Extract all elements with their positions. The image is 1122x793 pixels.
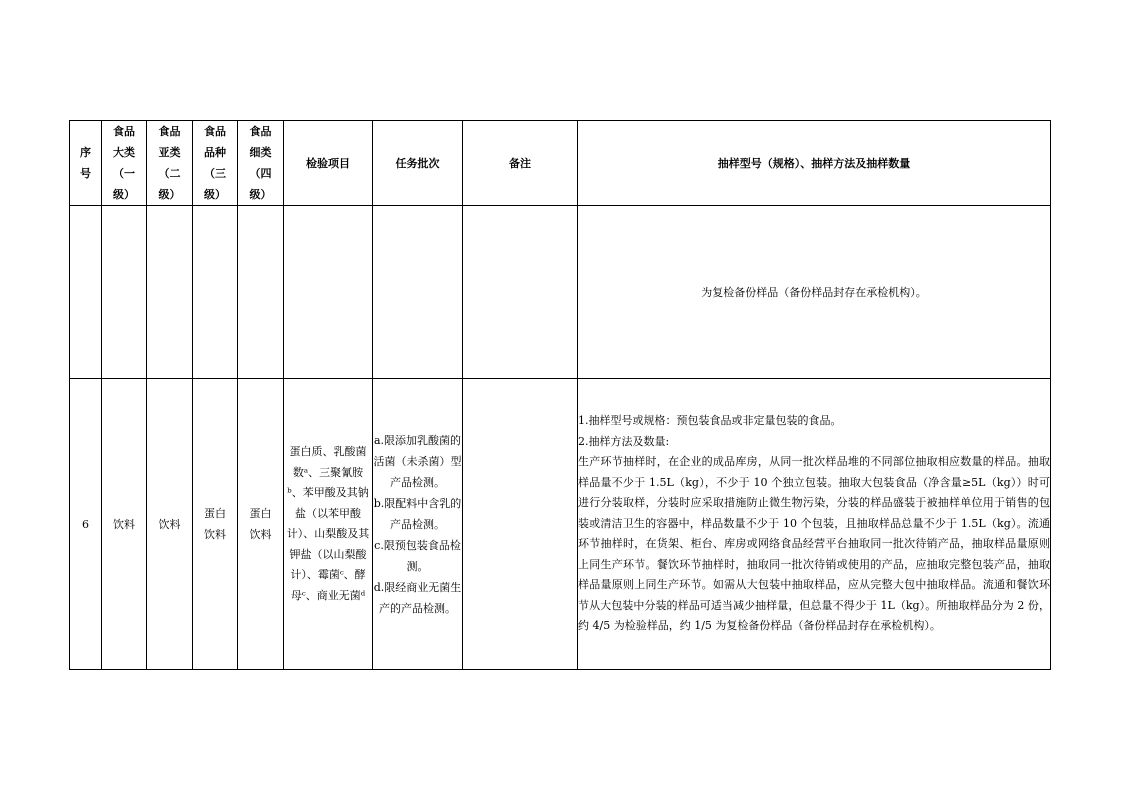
cell bbox=[238, 206, 284, 379]
cell bbox=[102, 206, 147, 379]
continuation-method-text: 为复检备份样品（备份样品封存在承检机构）。 bbox=[701, 286, 927, 299]
header-items: 检验项目 bbox=[284, 121, 373, 206]
method-line-1: 1.抽样型号或规格：预包装食品或非定量包装的食品。 bbox=[578, 414, 842, 428]
test-items-text: 蛋白质、乳酸菌数ᵃ、三聚氰胺ᵇ、苯甲酸及其钠盐（以苯甲酸计）、山梨酸及其钾盐（以山梨酸计）、霉菌ᶜ、酵母ᶜ、商业无菌ᵈ bbox=[286, 445, 370, 602]
sampling-method-cell bbox=[578, 379, 1051, 670]
header-note: 备注 bbox=[463, 121, 578, 206]
cell bbox=[147, 206, 193, 379]
continuation-row bbox=[70, 206, 1051, 379]
header-method: 抽样型号（规格）、抽样方法及抽样数量 bbox=[578, 121, 1051, 206]
header-category-2: 食品 亚类 （二 级） bbox=[147, 121, 193, 206]
cell bbox=[373, 206, 463, 379]
sampling-table bbox=[69, 120, 1051, 670]
batch-note-a: a.限添加乳酸菌的活菌（未杀菌）型产品检测。 bbox=[373, 433, 462, 489]
cell bbox=[284, 206, 373, 379]
batch-note-b: b.限配料中含乳的产品检测。 bbox=[373, 496, 462, 531]
category-1-cell: 饮料 bbox=[102, 379, 147, 670]
test-items-cell bbox=[284, 379, 373, 670]
header-category-3: 食品 品种 （三 级） bbox=[193, 121, 238, 206]
note-cell bbox=[463, 379, 578, 670]
cell bbox=[193, 206, 238, 379]
cell bbox=[70, 206, 102, 379]
continuation-method-cell bbox=[578, 206, 1051, 379]
method-paragraph: 生产环节抽样时，在企业的成品库房，从同一批次样品堆的不同部位抽取相应数量的样品。抽取样品量不少于 1.5L（kg），不少于 10 个独立包装。抽取大包装食品（净含量≥5L（kg））时可进行分装取样，分装时应采取措施防止微生物污染，分装的样品盛装于被抽样单位用于销售的包装或清洁卫生的容器中，样品数量不少于 10 个包装，且抽取样品总量不少于 1.5L（kg）。流通环节抽样时，在货架、柜台、库房或网络食品经营平台抽取同一批次待销产品，抽取样品量原则上同生产环节。餐饮环节抽样时，抽取同一批次待销或使用的产品，应抽取完整包装产品，抽取样品量原则上同生产环节。如需从大包装中抽取样品，应从完整大包中抽取样品。流通和餐饮环节从大包装中分装的样品可适当减少抽样量，但总量不得少于 1L（kg）。所抽取样品分为 2 份，约 4/5 为检验样品，约 1/5 为复检备份样品（备份样品封存在承检机构）。 bbox=[578, 455, 1050, 633]
batch-note-c: c.限预包装食品检测。 bbox=[374, 538, 461, 573]
header-seq: 序 号 bbox=[70, 121, 102, 206]
batch-note-d: d.限经商业无菌生产的产品检测。 bbox=[373, 580, 462, 615]
method-line-2: 2.抽样方法及数量: bbox=[578, 434, 670, 448]
header-category-4: 食品 细类 （四 级） bbox=[238, 121, 284, 206]
seq-cell: 6 bbox=[70, 379, 102, 670]
header-row bbox=[70, 121, 1051, 206]
cell bbox=[463, 206, 578, 379]
task-batch-cell bbox=[373, 379, 463, 670]
category-3-cell: 蛋白 饮料 bbox=[193, 379, 238, 670]
header-category-1: 食品 大类 （一 级） bbox=[102, 121, 147, 206]
category-2-cell: 饮料 bbox=[147, 379, 193, 670]
category-4-cell: 蛋白 饮料 bbox=[238, 379, 284, 670]
header-batch: 任务批次 bbox=[373, 121, 463, 206]
table-row bbox=[70, 379, 1051, 670]
